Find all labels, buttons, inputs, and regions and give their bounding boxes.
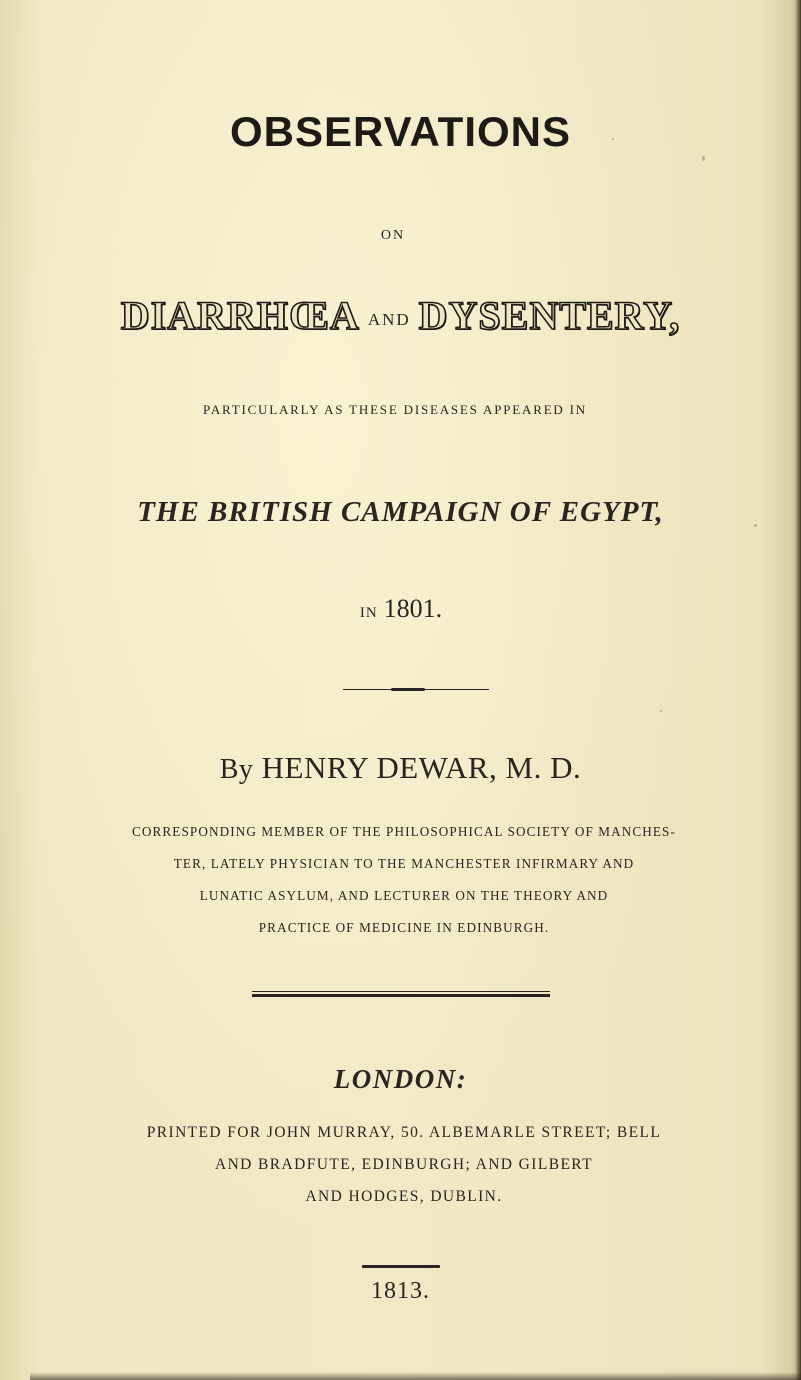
imprint-line: PRINTED FOR JOHN MURRAY, 50. ALBEMARLE STREET; BELL (146, 1124, 662, 1141)
short-rule (362, 1265, 440, 1268)
on-word: ON (380, 228, 406, 243)
page-edge-shadow (795, 0, 801, 1380)
subtitle-line: PARTICULARLY AS THESE DISEASES APPEARED IN (202, 402, 587, 417)
disease-one: DIARRHŒA (120, 293, 360, 338)
double-rule (252, 991, 550, 997)
paper-speck (660, 710, 662, 712)
double-rule-thick (252, 994, 550, 997)
ornamental-rule (343, 688, 489, 691)
campaign-year (0, 594, 801, 624)
author-name: HENRY DEWAR, M. D. (261, 750, 582, 785)
publisher-imprint (104, 1117, 704, 1213)
credentials-line: CORRESPONDING MEMBER OF THE PHILOSOPHICAL SOCIETY OF MANCHES- (132, 824, 676, 839)
imprint-line: AND BRADFUTE, EDINBURGH; AND GILBERT (215, 1156, 593, 1173)
page-title: OBSERVATIONS (229, 108, 572, 155)
imprint-line: AND HODGES, DUBLIN. (305, 1188, 503, 1205)
diseases-heading (0, 292, 801, 339)
credentials-line: PRACTICE OF MEDICINE IN EDINBURGH. (258, 920, 550, 935)
publication-place: LONDON: (333, 1064, 468, 1094)
double-rule-thin (252, 991, 550, 992)
disease-two: DYSENTERY, (418, 293, 681, 338)
campaign-heading: THE BRITISH CAMPAIGN OF EGYPT, (137, 496, 664, 528)
credentials-line: LUNATIC ASYLUM, AND LECTURER ON THE THEORY AND (199, 888, 609, 903)
year-value: 1801. (383, 594, 443, 623)
author-credentials (114, 816, 694, 944)
page-bottom-shadow (30, 1372, 801, 1380)
credentials-line: TER, LATELY PHYSICIAN TO THE MANCHESTER INFIRMARY AND (173, 856, 635, 871)
by-word: By (219, 754, 254, 785)
in-word: IN (359, 605, 378, 621)
author-line (0, 750, 801, 786)
and-word: AND (367, 309, 411, 329)
paper-speck (702, 156, 705, 161)
publication-date: 1813. (371, 1278, 430, 1304)
